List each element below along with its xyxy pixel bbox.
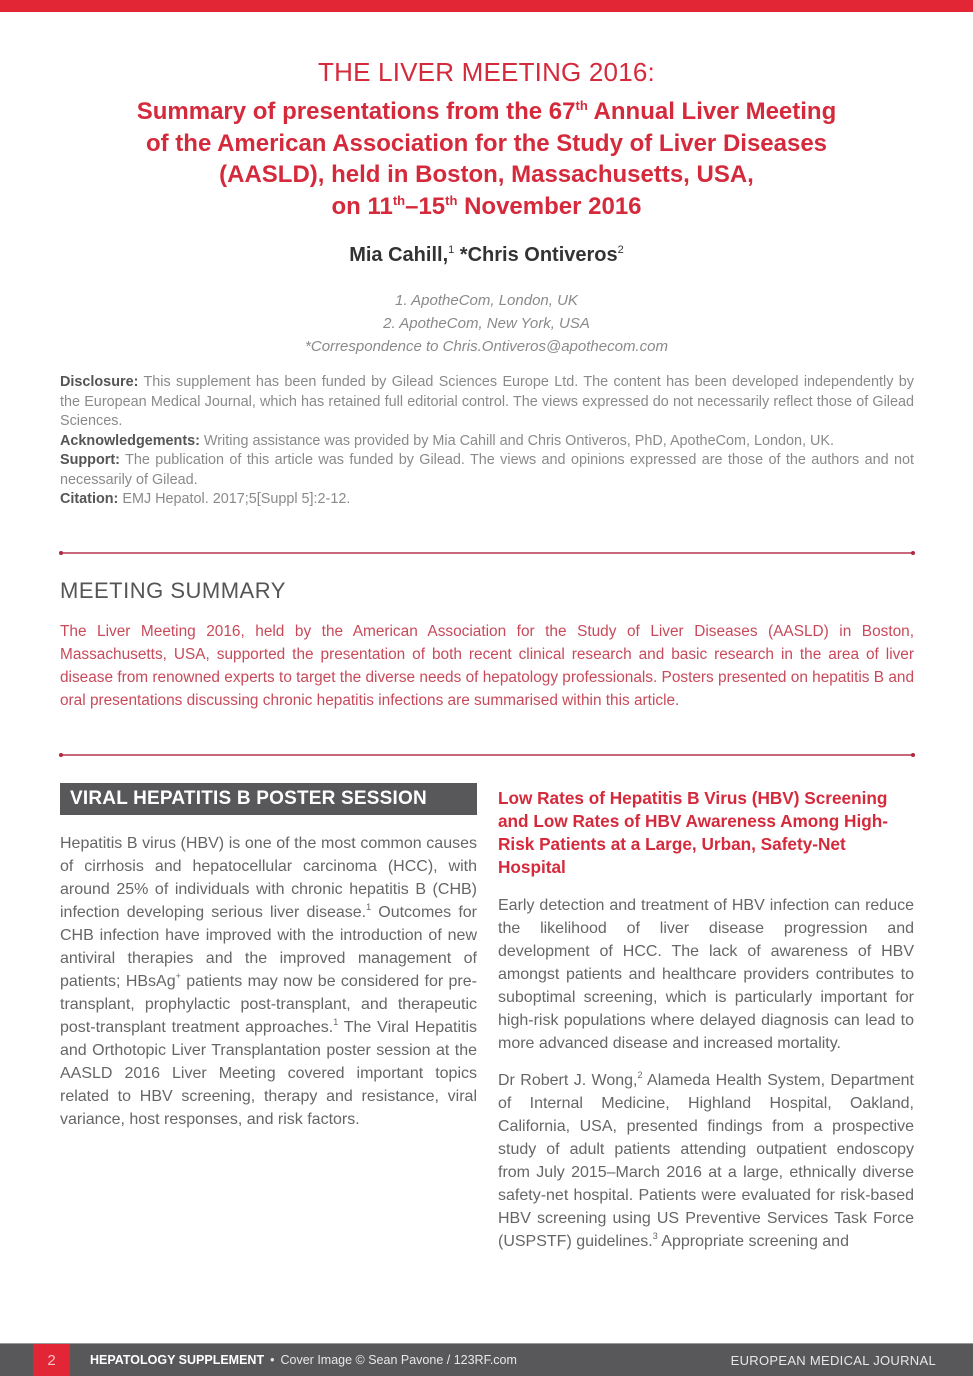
text-run: The Viral Hepatitis and Orthotopic Liver Transplantation poster session at the AASLD 2016 Liver Meeting covered important topics related to HBV screening, therapy and resistance, viral variance, host responses, and risk factors. — [60, 1019, 477, 1128]
reference-marker[interactable]: 2 — [637, 1070, 643, 1080]
affiliation-marker: 1 — [448, 244, 455, 256]
paragraph: Early detection and treatment of HBV infection can reduce the likelihood of liver disease progression and development of HCC. The lack of awareness of HBV amongst patients and healthcare providers contributes to suboptimal screening, which is particularly important for high-risk populations where delayed diagnosis can lead to more advanced disease and increased mortality. — [498, 897, 914, 1052]
reference-marker[interactable]: 1 — [366, 902, 372, 912]
subtitle-line-4-end: November 2016 — [457, 192, 642, 220]
text-run: Appropriate screening and — [657, 1233, 849, 1250]
page-subtitle — [0, 96, 973, 222]
right-column-body — [498, 894, 914, 1253]
subtitle-line-4-mid: –15 — [405, 192, 446, 220]
section-heading-bar: VIRAL HEPATITIS B POSTER SESSION — [60, 783, 477, 815]
reference-marker[interactable]: 1 — [333, 1017, 339, 1027]
support-label: Support: — [60, 452, 120, 468]
section-divider — [60, 552, 914, 554]
author-name: Mia Cahill, — [349, 244, 449, 266]
text-run: Hepatitis B virus (HBV) is one of the most common causes of cirrhosis and hepatocellular carcinoma (HCC), with around 25% of individuals with chronic hepatitis B (CHB) infection developing serious liver disease. — [60, 835, 477, 921]
disclosure-text: This supplement has been funded by Gilead Sciences Europe Ltd. The content has been developed independently by the European Medical Journal, which has retained full editorial control. The views expressed do not necessarily reflect those of Gilead Sciences. — [60, 374, 914, 429]
citation-text: EMJ Hepatol. 2017;5[Suppl 5]:2-12. — [118, 491, 351, 507]
cover-credit: Cover Image © Sean Pavone / 123RF.com — [280, 1353, 517, 1367]
text-run: Outcomes for CHB infection have improved with the introduction of new antiviral therapies and the improved management of patients; HBsAg — [60, 904, 477, 990]
text-run: Dr Robert J. Wong, — [498, 1072, 638, 1089]
article-title: Low Rates of Hepatitis B Virus (HBV) Screening and Low Rates of HBV Awareness Among High-Risk Patients at a Large, Urban, Safety-Net Hospital — [498, 788, 888, 877]
text-run: Alameda Health System, Department of Internal Medicine, Highland Hospital, Oakland, California, USA, presented findings from a prospective study of adult patients attending outpatient endoscopy from July 2015–March 2016 at a large, ethnically diverse safety-net hospital. Patients were evaluated for risk-based HBV screening using US Preventive Services Task Force (USPSTF) guidelines. — [498, 1072, 914, 1250]
left-column-body — [60, 832, 477, 1131]
affiliations — [0, 289, 973, 358]
disclosure-block — [60, 373, 914, 510]
footer-publication-info — [90, 1344, 517, 1376]
subtitle-line-1-end: Annual Liver Meeting — [587, 98, 837, 125]
subtitle-line-1: Summary of presentations from the 67 — [136, 98, 576, 125]
superscript: th — [392, 192, 406, 208]
author-list — [0, 244, 973, 267]
journal-name: EUROPEAN MEDICAL JOURNAL — [730, 1353, 936, 1368]
acknowledgements-text: Writing assistance was provided by Mia Cahill and Chris Ontiveros, PhD, ApotheCom, London, UK. — [199, 432, 834, 449]
meeting-summary-heading: MEETING SUMMARY — [60, 578, 286, 603]
page-number: 2 — [33, 1344, 70, 1376]
affiliation-2: 2. ApotheCom, New York, USA — [383, 315, 590, 332]
bullet-separator: • — [270, 1353, 275, 1367]
author-name: *Chris Ontiveros — [454, 244, 618, 266]
subtitle-line-4: on 11 — [331, 192, 393, 220]
paragraph — [498, 1069, 914, 1253]
subtitle-line-3: (AASLD), held in Boston, Massachusetts, USA, — [219, 161, 754, 188]
superscript: th — [445, 192, 458, 208]
reference-marker[interactable]: 3 — [652, 1231, 658, 1241]
acknowledgements-label: Acknowledgements: — [60, 432, 200, 449]
correspondence[interactable]: *Correspondence to Chris.Ontiveros@apothecom.com — [305, 338, 668, 355]
citation-label: Citation: — [60, 491, 119, 507]
disclosure-label: Disclosure: — [60, 374, 139, 390]
affiliation-1: 1. ApotheCom, London, UK — [395, 292, 578, 309]
page-footer — [0, 1343, 973, 1376]
superscript: + — [175, 971, 181, 981]
page-title: THE LIVER MEETING 2016: — [318, 57, 655, 87]
publication-name: HEPATOLOGY SUPPLEMENT — [90, 1353, 265, 1367]
title-block — [0, 52, 973, 222]
section-divider — [60, 754, 914, 756]
subtitle-line-2: of the American Association for the Study of Liver Diseases — [145, 129, 828, 157]
text-run: patients may now be considered for pre-transplant, prophylactic post-transplant, and therapeutic post-transplant treatment approaches. — [60, 973, 477, 1036]
support-text: The publication of this article was funded by Gilead. The views and opinions expressed are those of the authors and not necessarily of Gilead. — [60, 452, 914, 488]
meeting-summary-text: The Liver Meeting 2016, held by the American Association for the Study of Liver Diseases (AASLD) in Boston, Massachusetts, USA, supported the presentation of both recent clinical research and basic research in the area of liver disease from renowned experts to target the diverse needs of hepatology professionals. Posters presented on hepatitis B and oral presentations discussing chronic hepatitis infections are summarised within this article. — [60, 623, 914, 709]
superscript: th — [575, 98, 588, 113]
affiliation-marker: 2 — [617, 244, 624, 256]
top-accent-bar — [0, 0, 973, 12]
paragraph — [60, 832, 477, 1131]
